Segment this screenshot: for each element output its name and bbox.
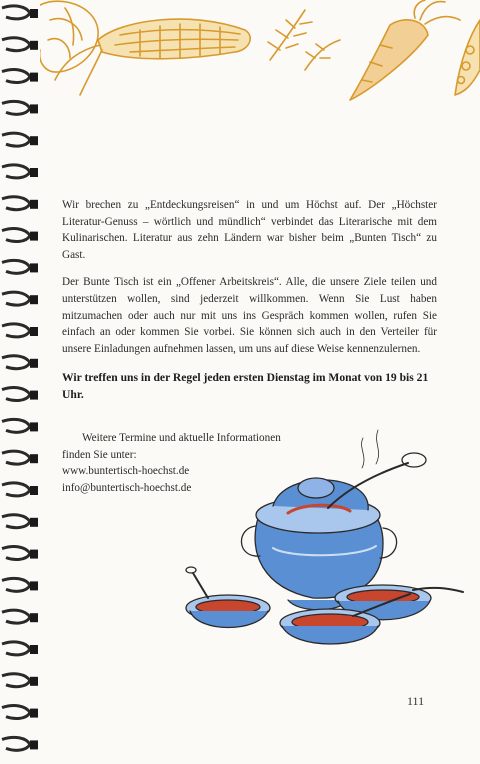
carrot-icon xyxy=(350,0,460,100)
spiral-ring xyxy=(2,515,30,528)
spiral-ring xyxy=(2,578,30,591)
punch-hole xyxy=(30,136,38,145)
punch-hole xyxy=(30,550,38,559)
contact-intro-line: Weitere Termine und aktuelle Informationen xyxy=(82,432,281,444)
spiral-binding xyxy=(0,0,42,764)
punch-hole xyxy=(30,9,38,18)
spiral-ring xyxy=(2,260,30,273)
spiral-ring xyxy=(2,419,30,432)
spiral-ring xyxy=(2,292,30,305)
punch-hole xyxy=(30,359,38,368)
website-link[interactable]: www.buntertisch-hoechst.de xyxy=(62,465,190,478)
punch-hole xyxy=(30,518,38,527)
body-text xyxy=(62,197,437,403)
paragraph-open-working-group: Der Bunte Tisch ist ein „Offener Arbeitskreis“. Alle, die unsere Ziele teilen und unterstützen wollen, sind jederzeit willkommen. Wenn Sie Lust haben mitzumachen oder auch nur mit uns ins Gespräch kommen wollen, rufen Sie einfach an oder kommen Sie vorbei. Sie können sich auch in den Verteiler für unsere Einladungen aufnehmen lassen, um uns auf diese Weise kennenzulernen. xyxy=(62,276,437,355)
page-number: 111 xyxy=(407,694,425,708)
spiral-ring xyxy=(2,610,30,623)
punch-hole xyxy=(30,486,38,495)
spiral-ring xyxy=(2,674,30,687)
email-link[interactable]: info@buntertisch-hoechst.de xyxy=(62,481,192,494)
punch-hole xyxy=(30,200,38,209)
vegetable-illustration xyxy=(40,0,480,110)
punch-hole xyxy=(30,295,38,304)
punch-hole xyxy=(30,168,38,177)
spiral-ring xyxy=(2,133,30,146)
punch-hole xyxy=(30,104,38,113)
punch-hole xyxy=(30,263,38,272)
punch-hole xyxy=(30,454,38,463)
spiral-ring xyxy=(2,642,30,655)
punch-hole xyxy=(30,709,38,718)
spiral-ring xyxy=(2,451,30,464)
herb-icon xyxy=(268,10,340,70)
punch-hole xyxy=(30,327,38,336)
spiral-ring xyxy=(2,547,30,560)
spiral-ring xyxy=(2,165,30,178)
corn-icon xyxy=(55,19,250,95)
punch-hole xyxy=(30,645,38,654)
spiral-ring xyxy=(2,38,30,51)
punch-hole xyxy=(30,391,38,400)
spiral-ring xyxy=(2,483,30,496)
punch-hole xyxy=(30,581,38,590)
spiral-ring xyxy=(2,6,30,19)
spiral-ring xyxy=(2,70,30,83)
spiral-ring xyxy=(2,101,30,114)
contact-intro-line: finden Sie unter: xyxy=(62,448,137,461)
paragraph-discovery-trips: Wir brechen zu „Entdeckungsreisen“ in und um Höchst auf. Der „Höchster Literatur-Genuss – wörtlich und mündlich“ verbindet das Literarische mit dem Kulinarischen. Literatur aus zehn Ländern war bisher beim „Bunten Tisch“ zu Gast. xyxy=(62,199,437,261)
spiral-ring xyxy=(2,706,30,719)
punch-hole xyxy=(30,232,38,241)
soup-bowl-icon xyxy=(186,567,270,628)
punch-hole xyxy=(30,740,38,749)
soup-tureen-illustration xyxy=(178,418,468,668)
spiral-ring xyxy=(2,737,30,750)
spiral-ring xyxy=(2,197,30,210)
punch-hole xyxy=(30,613,38,622)
spiral-ring xyxy=(2,388,30,401)
spiral-ring xyxy=(2,229,30,242)
punch-hole xyxy=(30,422,38,431)
pea-pod-icon xyxy=(455,20,480,95)
punch-hole xyxy=(30,41,38,50)
punch-hole xyxy=(30,73,38,82)
punch-hole xyxy=(30,677,38,686)
spiral-ring xyxy=(2,356,30,369)
spiral-ring xyxy=(2,324,30,337)
meeting-schedule: Wir treffen uns in der Regel jeden ersten Dienstag im Monat von 19 bis 21 Uhr. xyxy=(62,371,429,401)
